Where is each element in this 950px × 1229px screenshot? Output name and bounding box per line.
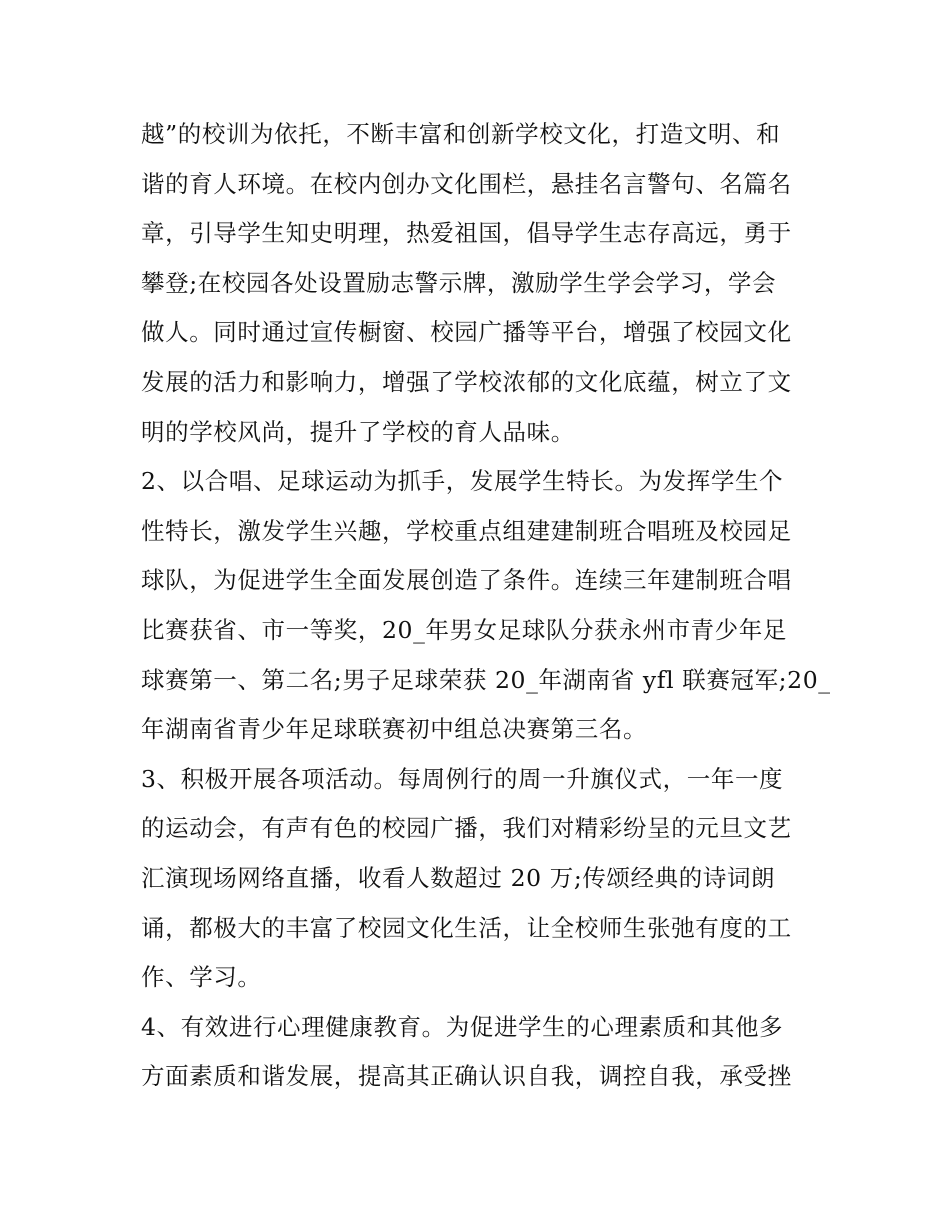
text-line: 比赛获省、市一等奖，20_年男女足球队分获永州市青少年足	[141, 615, 787, 644]
text-line: 4、有效进行心理健康教育。为促进学生的心理素质和其他多	[141, 1012, 784, 1041]
text-line: 攀登;在校园各处设置励志警示牌，激励学生学会学习，学会	[141, 268, 777, 297]
body-text	[141, 110, 831, 1102]
text-line: 诵，都极大的丰富了校园文化生活，让全校师生张弛有度的工	[141, 913, 792, 942]
text-line: 发展的活力和影响力，增强了学校浓郁的文化底蕴，树立了文	[141, 367, 792, 396]
text-line: 明的学校风尚，提升了学校的育人品味。	[141, 417, 575, 446]
text-line: 作、学习。	[141, 963, 262, 992]
text-line: 性特长，激发学生兴趣，学校重点组建建制班合唱班及校园足	[141, 516, 792, 545]
text-line: 做人。同时通过宣传橱窗、校园广播等平台，增强了校园文化	[141, 318, 792, 347]
text-line: 年湖南省青少年足球联赛初中组总决赛第三名。	[141, 715, 648, 744]
text-line: 2、以合唱、足球运动为抓手，发展学生特长。为发挥学生个	[141, 467, 784, 496]
text-line: 球队，为促进学生全面发展创造了条件。连续三年建制班合唱	[141, 566, 792, 595]
text-line: 3、积极开展各项活动。每周例行的周一升旗仪式，一年一度	[141, 764, 784, 793]
text-line: 汇演现场网络直播，收看人数超过 20 万;传颂经典的诗词朗	[141, 863, 776, 892]
text-line: 方面素质和谐发展，提高其正确认识自我，调控自我，承受挫	[141, 1062, 792, 1091]
text-line: 谐的育人环境。在校内创办文化围栏，悬挂名言警句、名篇名	[141, 169, 792, 198]
text-line: 章，引导学生知史明理，热爱祖国，倡导学生志存高远，勇于	[141, 219, 792, 248]
text-line: 越”的校训为依托，不断丰富和创新学校文化，打造文明、和	[141, 120, 781, 148]
text-line: 球赛第一、第二名;男子足球荣获 20_年湖南省 yfl 联赛冠军;20_	[141, 665, 831, 694]
text-line: 的运动会，有声有色的校园广播，我们对精彩纷呈的元旦文艺	[141, 814, 792, 843]
